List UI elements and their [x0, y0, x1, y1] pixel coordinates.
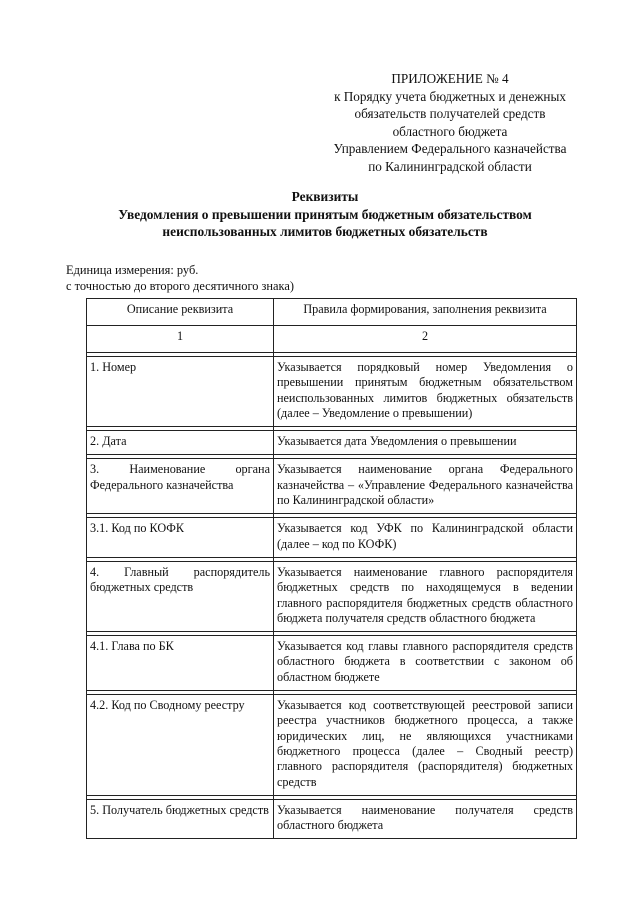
- table-row: [87, 636, 577, 691]
- appendix-line: обязательств получателей средств: [354, 106, 546, 122]
- requisite-rule: Указывается наименование органа Федерального казначейства – «Управление Федерального казначейства по Калининградской области»: [274, 459, 577, 514]
- appendix-line: областного бюджета: [392, 123, 508, 139]
- requisite-name: 2. Дата: [87, 431, 274, 455]
- table-row: [87, 518, 577, 558]
- requisite-name: 3.1. Код по КОФК: [87, 518, 274, 558]
- requisite-rule: Указывается порядковый номер Уведомления о превышении принятым бюджетным обязательством неиспользованных лимитов бюджетных обязательств (далее – Уведомление о превышении): [274, 357, 577, 427]
- column-number-row: [87, 326, 577, 353]
- appendix-line: Управлением Федерального казначейства: [333, 141, 567, 157]
- requisites-table: [86, 298, 577, 839]
- appendix-line: к Порядку учета бюджетных и денежных: [334, 88, 566, 104]
- units-note: [66, 263, 466, 294]
- document-title: [60, 188, 590, 241]
- table-row: [87, 695, 577, 796]
- requisite-rule: Указывается наименование главного распорядителя бюджетных средств по находящемуся в ведении главного распорядителя бюджетных средств областного бюджета получателя средств областного бюджета: [274, 561, 577, 631]
- requisite-rule: Указывается код главы главного распорядителя средств областного бюджета в соответствии с законом об областном бюджете: [274, 636, 577, 691]
- requisite-name: 1. Номер: [87, 357, 274, 427]
- requisite-name: 4.1. Глава по БК: [87, 636, 274, 691]
- units-line: с точностью до второго десятичного знака): [66, 278, 295, 293]
- table-row: [87, 799, 577, 839]
- requisite-name: 4. Главный распорядитель бюджетных средств: [87, 561, 274, 631]
- requisite-name: 5. Получатель бюджетных средств: [87, 799, 274, 839]
- table-row: [87, 357, 577, 427]
- appendix-title: ПРИЛОЖЕНИЕ № 4: [391, 71, 509, 86]
- requisite-rule: Указывается наименование получателя средств областного бюджета: [274, 799, 577, 839]
- units-line: Единица измерения: руб.: [66, 263, 199, 277]
- title-line: Реквизиты: [291, 189, 359, 204]
- requisite-rule: Указывается код соответствующей реестровой записи реестра участников бюджетного процесса, а также юридических лиц, не являющихся участниками бюджетного процесса (далее – Сводный реестр) главного распорядителя (распорядителя) бюджетных средств: [274, 695, 577, 796]
- title-line: Уведомления о превышении принятым бюджетным обязательством: [118, 206, 532, 222]
- column-header-rules: Правила формирования, заполнения реквизита: [274, 299, 577, 326]
- table-row: [87, 561, 577, 631]
- table-row: [87, 431, 577, 455]
- requisite-rule: Указывается дата Уведомления о превышении: [274, 431, 577, 455]
- table-header-row: [87, 299, 577, 326]
- column-number: 1: [87, 326, 274, 353]
- appendix-header: [300, 70, 600, 176]
- table-row: [87, 459, 577, 514]
- requisite-name: 4.2. Код по Сводному реестру: [87, 695, 274, 796]
- column-header-description: Описание реквизита: [87, 299, 274, 326]
- title-line: неиспользованных лимитов бюджетных обязательств: [162, 224, 488, 240]
- requisite-rule: Указывается код УФК по Калининградской области (далее – код по КОФК): [274, 518, 577, 558]
- column-number: 2: [274, 326, 577, 353]
- appendix-line: по Калининградской области: [368, 158, 532, 174]
- requisite-name: 3. Наименование органа Федерального казначейства: [87, 459, 274, 514]
